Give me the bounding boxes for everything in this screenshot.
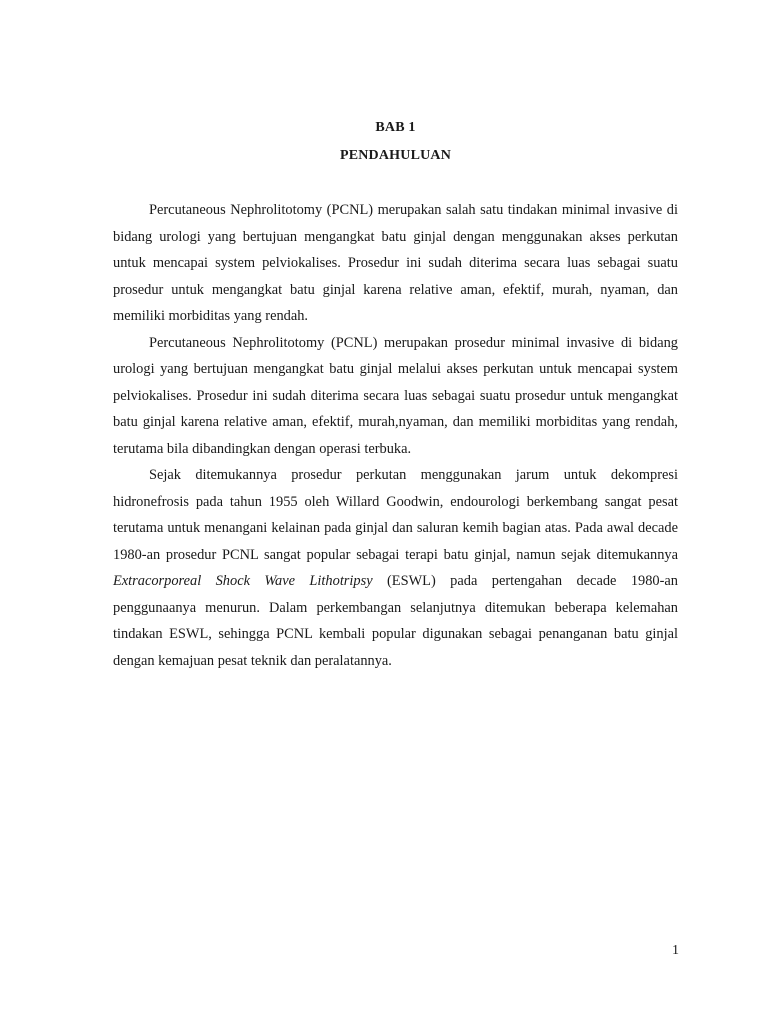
paragraph-3-italic-term: Extracorporeal Shock Wave Lithotripsy — [113, 573, 373, 589]
chapter-title: PENDAHULUAN — [339, 148, 452, 163]
paragraph-1: Percutaneous Nephrolitotomy (PCNL) merupakan salah satu tindakan minimal invasive di bidang urologi yang bertujuan mengangkat batu ginjal dengan menggunakan akses perkutan untuk mencapai system pelviokalises. Prosedur ini sudah diterima secara luas sebagai suatu prosedur untuk mengangkat batu ginjal karena relative aman, efektif, murah, nyaman, dan memiliki morbiditas yang rendah. — [113, 202, 678, 324]
body-text — [113, 197, 678, 674]
chapter-number: BAB 1 — [375, 120, 416, 135]
paragraph-2: Percutaneous Nephrolitotomy (PCNL) merupakan prosedur minimal invasive di bidang urologi yang bertujuan mengangkat batu ginjal melalui akses perkutan untuk mencapai system pelviokalises. Prosedur ini sudah diterima secara luas sebagai suatu prosedur untuk mengangkat batu ginjal karena relative aman, efektif, murah,nyaman, dan memiliki morbiditas yang rendah, terutama bila dibandingkan dengan operasi terbuka. — [113, 334, 678, 457]
paragraph-3-text-after: (ESWL) pada pertengahan decade 1980-an penggunaanya menurun. Dalam perkembangan selanjutnya ditemukan beberapa kelemahan tindakan ESWL, sehingga PCNL kembali popular digunakan sebagai penanganan batu ginjal dengan kemajuan pesat teknik dan peralatannya. — [113, 573, 678, 669]
paragraph-3 — [113, 462, 678, 674]
paragraph-3-text-before: Sejak ditemukannya prosedur perkutan menggunakan jarum untuk dekompresi hidronefrosis pada tahun 1955 oleh Willard Goodwin, endourologi berkembang sangat pesat terutama untuk menangani kelainan pada ginjal dan saluran kemih bagian atas. Pada awal decade 1980-an prosedur PCNL sangat popular sebagai terapi batu ginjal, namun sejak ditemukannya — [113, 467, 678, 563]
page-number: 1 — [672, 943, 679, 958]
